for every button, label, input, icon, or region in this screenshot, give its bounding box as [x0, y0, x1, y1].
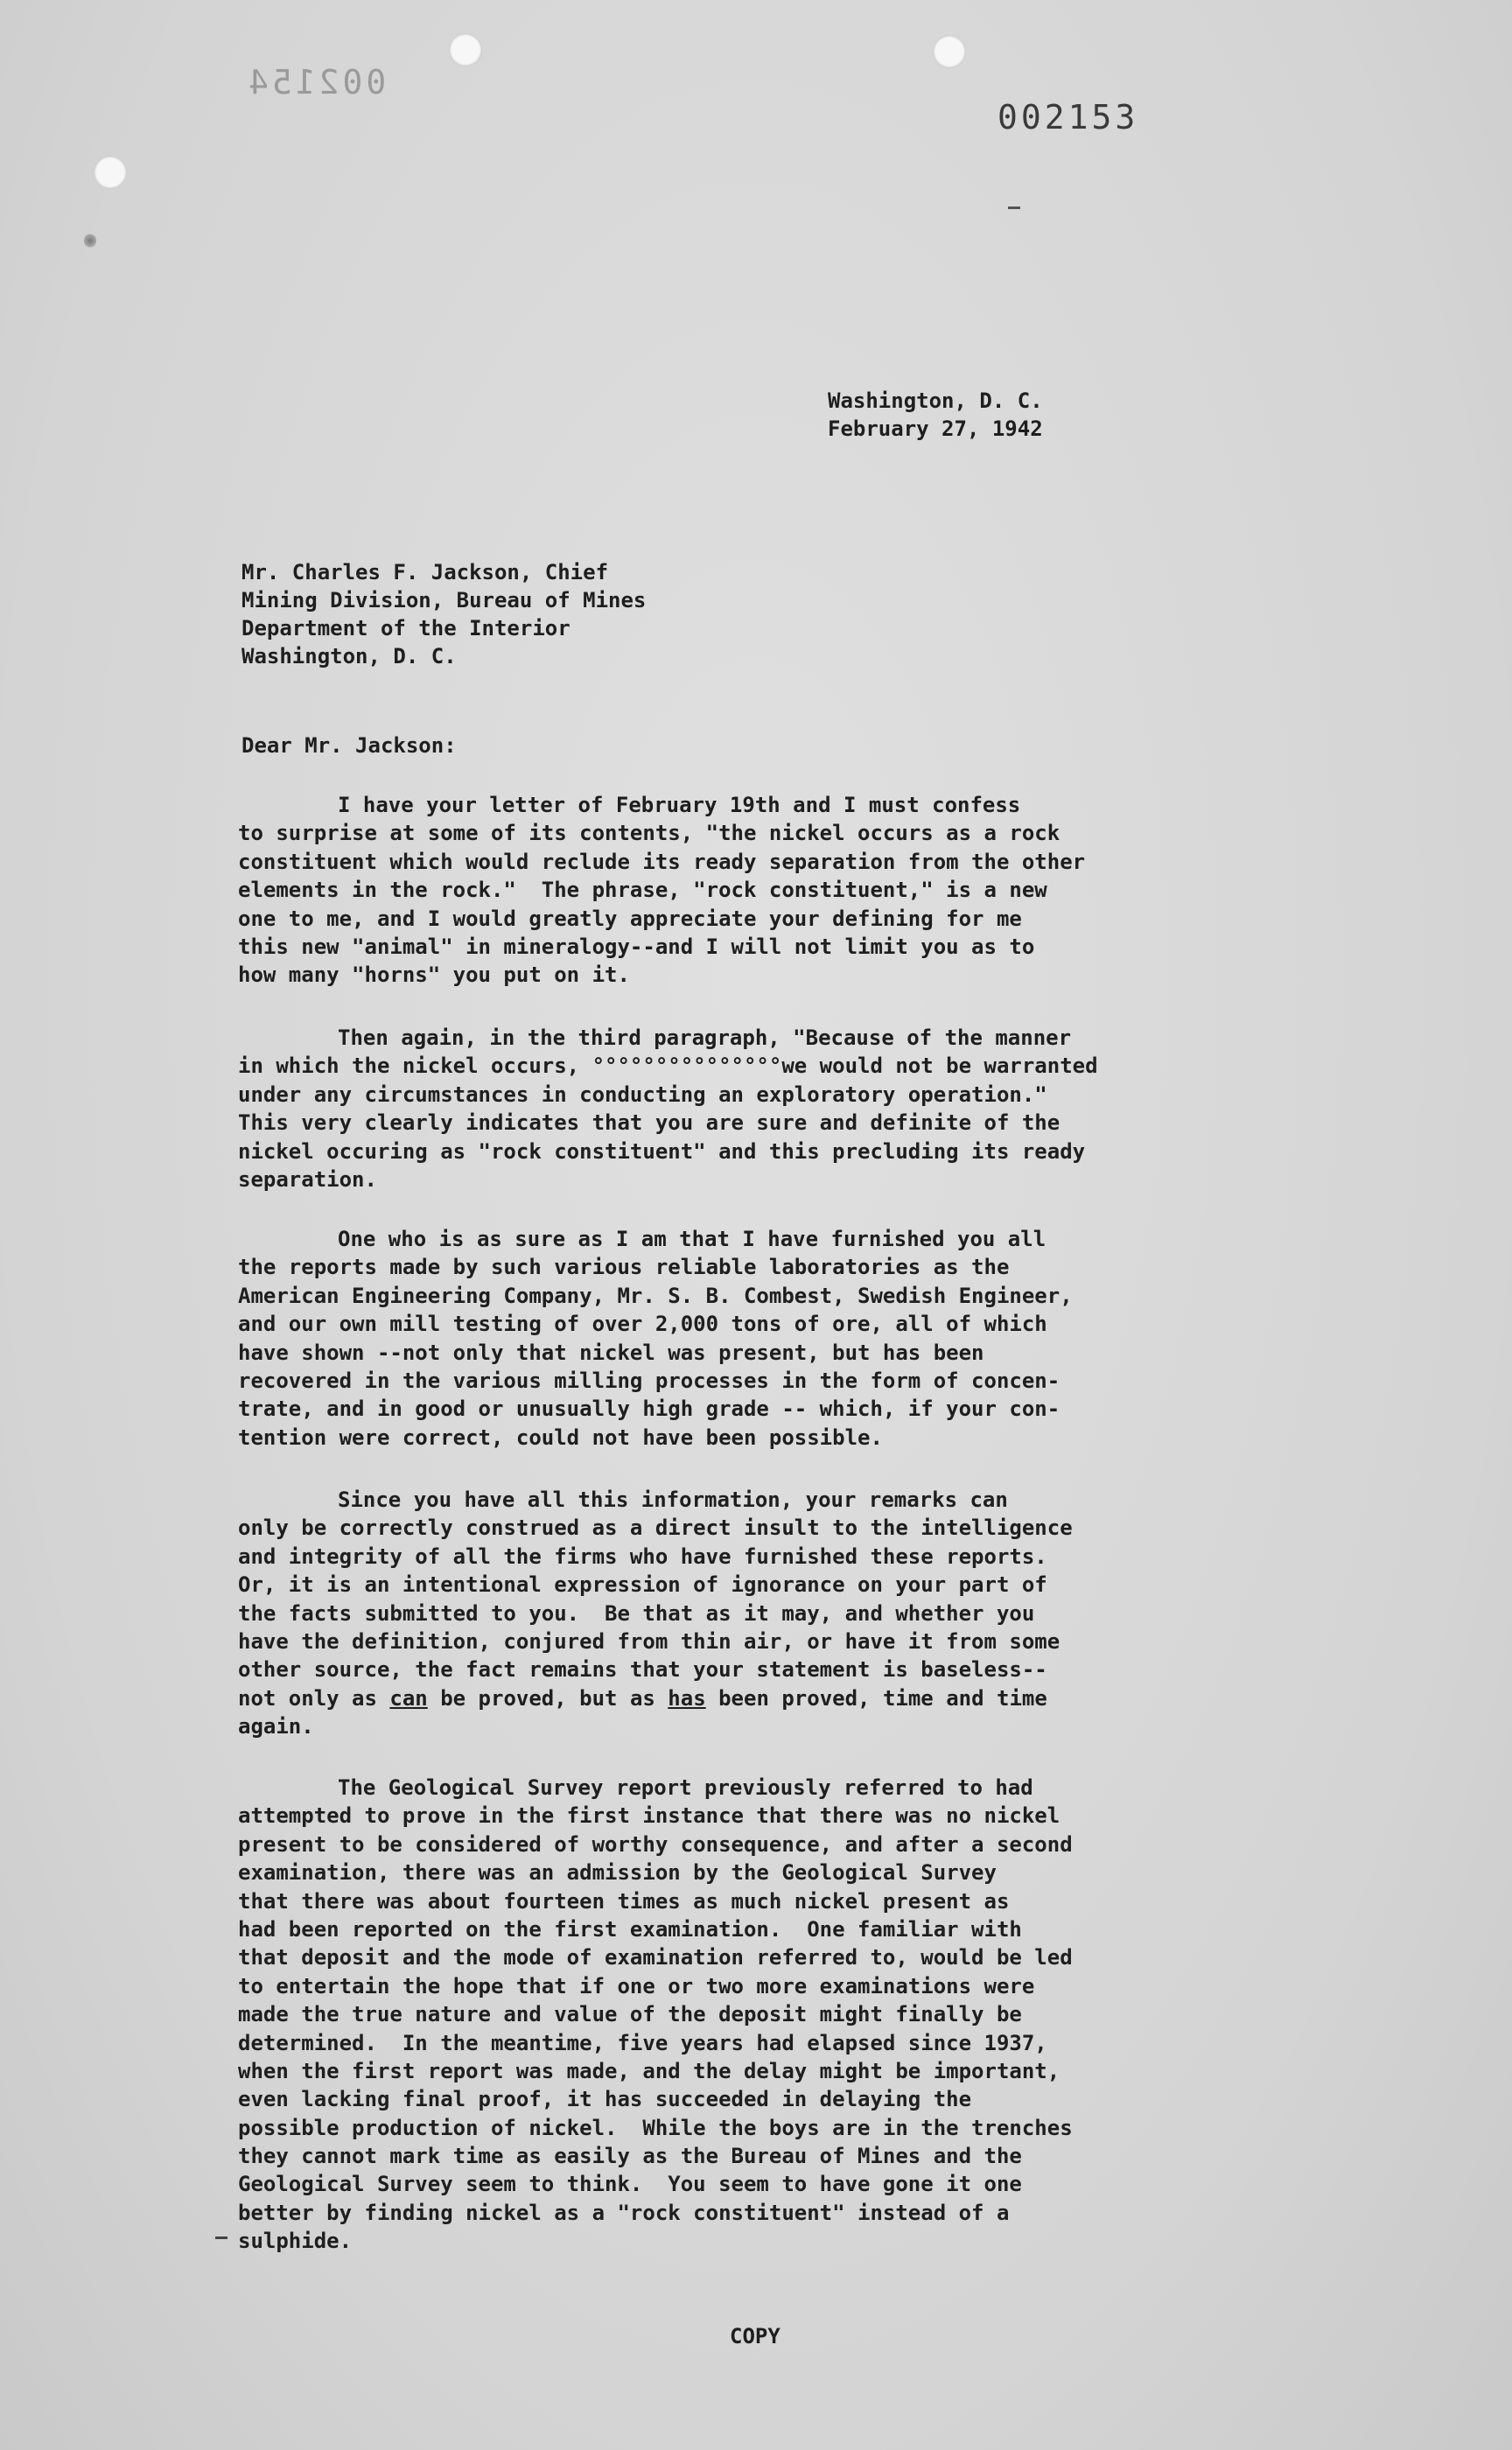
dateline-date: February 27, 1942: [828, 416, 1043, 441]
text-line: examination, there was an admission by the Geological Survey: [238, 1860, 997, 1886]
text-line: to entertain the hope that if one or two more examinations were: [238, 1973, 1035, 1998]
mark-dash: [1008, 206, 1020, 209]
dateline: [828, 387, 1043, 443]
text-line: when the first report was made, and the delay might be important,: [238, 2058, 1060, 2083]
text-segment: be proved, but as: [427, 1685, 668, 1711]
address-line: Department of the Interior: [242, 616, 570, 640]
text-line: in which the nickel occurs, °°°°°°°°°°°°°°°we would not be warranted: [238, 1054, 1098, 1079]
text-line: only be correctly construed as a direct insult to the intelligence: [238, 1516, 1073, 1541]
punch-hole-top-right: [933, 35, 966, 68]
text-line: nickel occuring as "rock constituent" and this precluding its ready: [238, 1138, 1086, 1164]
text-line: under any circumstances in conducting an exploratory operation.": [238, 1082, 1047, 1107]
text-line: one to me, and I would greatly appreciate your defining for me: [238, 906, 1022, 931]
text-line: possible production of nickel. While the boys are in the trenches: [238, 2115, 1073, 2140]
text-line: separation.: [238, 1166, 377, 1192]
text-line: determined. In the meantime, five years had elapsed since 1937,: [238, 2030, 1047, 2055]
text-line: had been reported on the first examination. One familiar with: [238, 1916, 1022, 1942]
text-line: Or, it is an intentional expression of ignorance on your part of: [238, 1572, 1047, 1598]
dateline-place: Washington, D. C.: [828, 388, 1043, 413]
text-line: trate, and in good or unusually high grade -- which, if your con-: [238, 1396, 1060, 1422]
text-line: and integrity of all the firms who have furnished these reports.: [238, 1544, 1047, 1569]
text-line: other source, the fact remains that your statement is baseless--: [238, 1657, 1047, 1683]
text-line: sulphide.: [238, 2229, 353, 2254]
salutation: Dear Mr. Jackson:: [242, 733, 457, 758]
address-line: Mr. Charles F. Jackson, Chief: [242, 560, 609, 584]
text-line: The Geological Survey report previously referred to had: [338, 1775, 1033, 1800]
text-segment: not only as: [238, 1685, 390, 1711]
text-line: the reports made by such various reliable laboratories as the: [238, 1255, 1010, 1280]
text-line: that there was about fourteen times as much nickel present as: [238, 1888, 1010, 1914]
text-line: Then again, in the third paragraph, "Because of the manner: [338, 1026, 1072, 1050]
text-line: I have your letter of February 19th and I must confess: [338, 793, 1021, 817]
text-line-underlined: [238, 1684, 1073, 1712]
underlined-can: can: [389, 1685, 428, 1711]
margin-tick-mark: [215, 2236, 228, 2239]
address-line: Mining Division, Bureau of Mines: [242, 588, 647, 612]
paragraph-1: [238, 791, 1085, 990]
text-line: how many "horns" you put on it.: [238, 962, 630, 988]
text-line: American Engineering Company, Mr. S. B. Combest, Swedish Engineer,: [238, 1283, 1073, 1308]
text-line: made the true nature and value of the deposit might finally be: [238, 2002, 1022, 2027]
text-line: recovered in the various milling processes in the form of concen-: [238, 1368, 1060, 1393]
text-line: This very clearly indicates that you are sure and definite of the: [238, 1110, 1060, 1136]
text-line: this new "animal" in mineralogy--and I will not limit you as to: [238, 934, 1035, 959]
text-line: that deposit and the mode of examination referred to, would be led: [238, 1945, 1073, 1970]
text-line: to surprise at some of its contents, "the nickel occurs as a rock: [238, 821, 1060, 846]
text-line: elements in the rock." The phrase, "rock constituent," is a new: [238, 878, 1047, 903]
text-line: better by finding nickel as a "rock constituent" instead of a: [238, 2200, 1010, 2225]
text-line: Since you have all this information, your remarks can: [338, 1488, 1008, 1512]
text-line: and our own mill testing of over 2,000 tons of ore, all of which: [238, 1312, 1047, 1337]
text-line: the facts submitted to you. Be that as it may, and whether you: [238, 1600, 1035, 1626]
text-line: even lacking final proof, it has succeeded in delaying the: [238, 2087, 972, 2112]
recipient-address: [242, 558, 646, 670]
text-line: constituent which would reclude its ready separation from the other: [238, 849, 1086, 874]
text-line: have shown --not only that nickel was present, but has been: [238, 1340, 984, 1365]
text-line: they cannot mark time as easily as the Bureau of Mines and the: [238, 2144, 1022, 2169]
text-line: One who is as sure as I am that I have furnished you all: [338, 1227, 1046, 1251]
punch-hole-left: [94, 156, 127, 189]
document-number-stamp: 002153: [998, 98, 1139, 136]
text-line: again.: [238, 1714, 314, 1740]
underlined-has: has: [668, 1685, 706, 1711]
ink-speck: [84, 233, 96, 248]
address-line: Washington, D. C.: [242, 644, 457, 668]
text-segment: been proved, time and time: [705, 1685, 1047, 1711]
mirrored-bleed-through-number: 002154: [245, 63, 387, 102]
text-line: have the definition, conjured from thin air, or have it from some: [238, 1628, 1060, 1654]
copy-footer: COPY: [730, 2324, 780, 2348]
text-line: present to be considered of worthy consequence, and after a second: [238, 1831, 1073, 1857]
paragraph-4: [238, 1486, 1073, 1741]
paragraph-5: [238, 1774, 1073, 2256]
punch-hole-top-left: [449, 33, 482, 66]
text-line: tention were correct, could not have been possible.: [238, 1424, 883, 1450]
paragraph-3: [238, 1225, 1073, 1452]
paragraph-2: [238, 1024, 1098, 1194]
text-line: attempted to prove in the first instance that there was no nickel: [238, 1803, 1060, 1829]
text-line: Geological Survey seem to think. You seem to have gone it one: [238, 2172, 1022, 2197]
